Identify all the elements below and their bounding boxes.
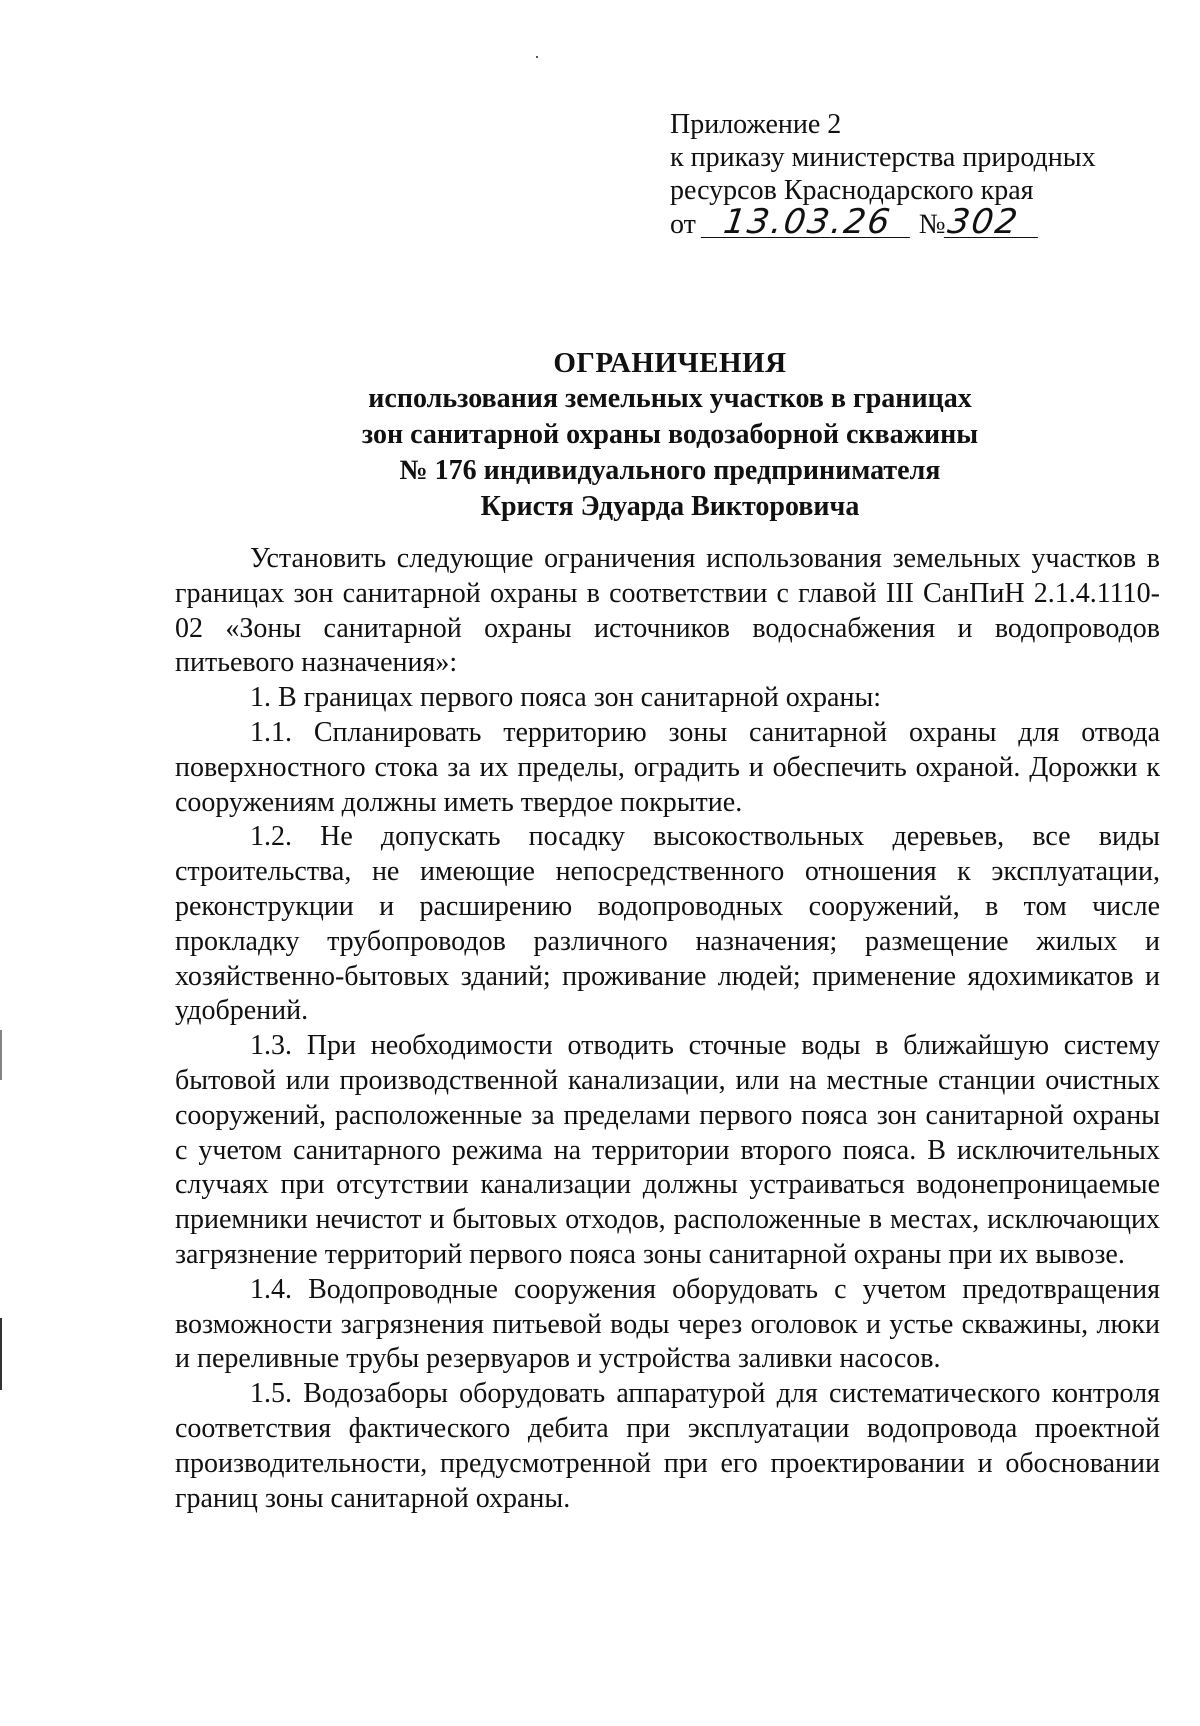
scan-edge-mark (0, 1318, 2, 1390)
section-1-heading: 1. В границах первого пояса зон санитарной охраны: (250, 682, 882, 714)
appendix-order-ref: к приказу министерства природных (670, 142, 1096, 173)
heading-line: использования земельных участков в границах (368, 383, 972, 414)
appendix-block (670, 108, 1170, 241)
appendix-ministry: ресурсов Краснодарского края (670, 175, 1034, 206)
date-prefix: от (670, 209, 696, 240)
appendix-title: Приложение 2 (670, 109, 842, 140)
number-prefix: № (918, 209, 946, 240)
document-heading (170, 345, 1170, 525)
clause-1-5: 1.5. Водозаборы оборудовать аппаратурой для систематического контроля соответствия фактического дебита при эксплуатации водопровода проектной производительности, предусмотренной при его проектировании и обосновании границ зоны санитарной охраны. (175, 1378, 1160, 1514)
clause-1-4: 1.4. Водопроводные сооружения оборудовать с учетом предотвращения возможности загрязнения питьевой воды через оголовок и устье скважины, люки и переливные трубы резервуаров и устройства заливки насосов. (175, 1273, 1160, 1375)
handwritten-number: 302 (943, 207, 1041, 238)
document-title: ОГРАНИЧЕНИЯ (553, 347, 787, 379)
clause-1-1: 1.1. Спланировать территорию зоны санитарной охраны для отвода поверхностного стока за их пределы, оградить и обеспечить охраной. Дорожки к сооружениям должны иметь твердое покрытие. (175, 716, 1160, 818)
heading-line: зон санитарной охраны водозаборной скважины (361, 419, 979, 450)
clause-1-3: 1.3. При необходимости отводить сточные воды в ближайшую систему бытовой или производственной канализации, или на местные станции очистных сооружений, расположенные за пределами первого пояса зон санитарной охраны с учетом санитарного режима на территории второго пояса. В исключительных случаях при отсутствии канализации должны устраиваться водонепроницаемые приемники нечистот и бытовых отходов, расположенные в местах, исключающих загрязнение территорий первого пояса зоны санитарной охраны при их вывозе. (175, 1030, 1160, 1270)
handwritten-date: 13.03.26 (701, 207, 914, 238)
scan-artifact-dot (536, 56, 538, 58)
appendix-date-line (670, 202, 1170, 242)
document-body (175, 542, 1160, 1516)
heading-line: Кристя Эдуарда Викторовича (480, 491, 860, 522)
heading-line: № 176 индивидуального предпринимателя (399, 455, 941, 486)
clause-1-2: 1.2. Не допускать посадку высокоствольных деревьев, все виды строительства, не имеющие непосредственного отношения к эксплуатации, реконструкции и расширению водопроводных сооружений, в том числе прокладку трубопроводов различного назначения; размещение жилых и хозяйственно-бытовых зданий; проживание людей; применение ядохимикатов и удобрений. (175, 821, 1160, 1027)
intro-paragraph: Установить следующие ограничения использования земельных участков в границах зон санитарной охраны в соответствии с главой III СанПиН 2.1.4.1110-02 «Зоны санитарной охраны источников водоснабжения и водопроводов питьевого назначения»: (175, 543, 1160, 679)
scan-edge-mark (0, 1030, 2, 1080)
